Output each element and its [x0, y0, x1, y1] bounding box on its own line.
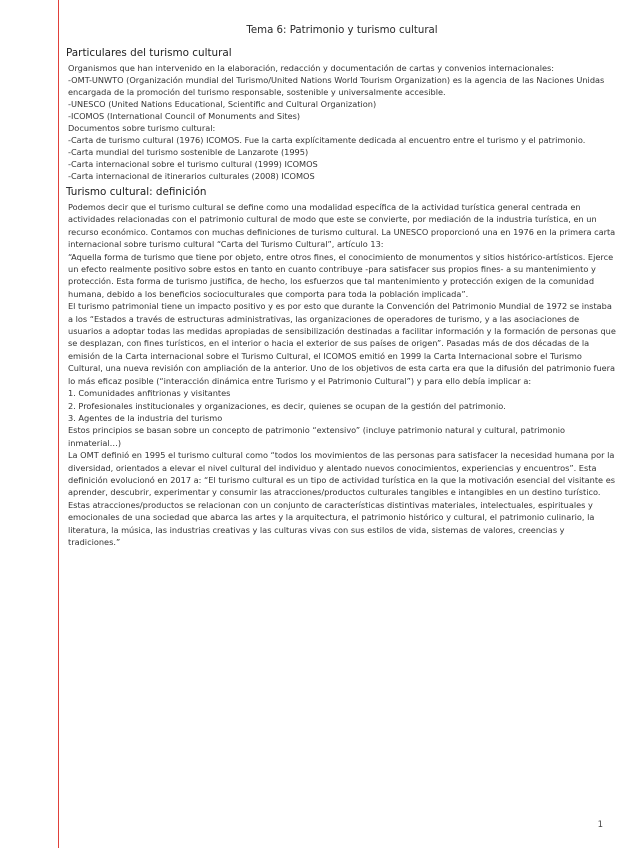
section-heading: Particulares del turismo cultural: [66, 47, 232, 59]
section-particulares: [68, 47, 616, 182]
paragraph: Podemos decir que el turismo cultural se define como una modalidad específica de la actividad turística general centrada en actividades relacionadas con el patrimonio cultural de modo que este se convierte, por mediación de la industria turística, en un recurso económico. Contamos con muchas definiciones de turismo cultural. La UNESCO proporcionó una en 1976 en la primera carta internacional sobre turismo cultural “Carta del Turismo Cultural”, artículo 13:: [68, 202, 616, 250]
document-page: [68, 25, 616, 548]
page-number: 1: [597, 820, 603, 830]
list-item: 1. Comunidades anfitrionas y visitantes: [68, 388, 231, 399]
quote-paragraph: “Aquella forma de turismo que tiene por objeto, entre otros fines, el conocimiento de monumentos y sitios histórico-artísticos. Ejerce un efecto realmente positivo sobre estos en tanto en cuanto contribuye -para satisfacer sus propios fines- a su mantenimiento y protección. Esta forma de turismo justifica, de hecho, los esfuerzos que tal mantenimiento y protección exigen de la comunidad humana, debido a los beneficios socioculturales que comporta para toda la población implicada”.: [68, 251, 614, 299]
list-item: 2. Profesionales institucionales y organizaciones, es decir, quienes se ocupan de la gestión del patrimonio.: [68, 400, 506, 411]
section-heading: Turismo cultural: definición: [66, 186, 207, 198]
margin-line: [58, 0, 59, 848]
list-item: -Carta internacional de itinerarios culturales (2008) ICOMOS: [68, 171, 315, 181]
list-item: -Carta mundial del turismo sostenible de Lanzarote (1995): [68, 147, 309, 157]
paragraph: Organismos que han intervenido en la elaboración, redacción y documentación de cartas y convenios internacionales:: [68, 63, 555, 73]
section-definicion: [68, 186, 616, 548]
paragraph: Documentos sobre turismo cultural:: [68, 123, 216, 133]
paragraph: Estos principios se basan sobre un concepto de patrimonio “extensivo” (incluye patrimonio natural y cultural, patrimonio inmaterial…): [68, 425, 566, 448]
list-item: 3. Agentes de la industria del turismo: [68, 412, 223, 423]
list-item: -OMT-UNWTO (Organización mundial del Turismo/United Nations World Tourism Organization) es la agencia de las Naciones Unidas encargada de la promoción del turismo responsable, sostenible y universalmente accesible.: [68, 75, 605, 97]
paragraph: La OMT definió en 1995 el turismo cultural como “todos los movimientos de las personas para satisfacer la necesidad humana por la diversidad, orientados a elevar el nivel cultural del individuo y alentado nuevos conocimientos, experiencias y encuentros”. Esta definición evolucionó en 2017 a: “El turismo cultural es un tipo de actividad turística en la que la motivación esencial del visitante es aprender, descubrir, experimentar y consumir las atracciones/productos culturales tangibles e intangibles en un destino turístico. Estas atracciones/productos se relacionan con un conjunto de características distintivas materiales, intelectuales, espirituales y emocionales de una sociedad que abarca las artes y la arquitectura, el patrimonio histórico y cultural, el patrimonio culinario, la literatura, la música, las industrias creativas y las culturas vivas con sus estilos de vida, sistemas de valores, creencias y tradiciones.”: [68, 450, 615, 547]
list-item: -ICOMOS (International Council of Monuments and Sites): [68, 111, 301, 121]
list-item: -Carta internacional sobre el turismo cultural (1999) ICOMOS: [68, 159, 318, 169]
list-item: -Carta de turismo cultural (1976) ICOMOS. Fue la carta explícitamente dedicada al encuentro entre el turismo y el patrimonio.: [68, 135, 586, 145]
list-item: -UNESCO (United Nations Educational, Scientific and Cultural Organization): [68, 99, 377, 109]
document-title: Tema 6: Patrimonio y turismo cultural: [246, 25, 438, 36]
paragraph: El turismo patrimonial tiene un impacto positivo y es por esto que durante la Convención del Patrimonio Mundial de 1972 se instaba a los “Estados a través de estructuras administrativas, las organizaciones de operadores de turismo, y a las asociaciones de usuarios a adoptar todas las medidas apropiadas de sensibilización destinadas a facilitar información y la formación de personas que se desplazan, con fines turísticos, en el interior o hacia el exterior de sus países de origen”. Pasadas más de dos décadas de la emisión de la Carta internacional sobre el Turismo Cultural, el ICOMOS emitió en 1999 la Carta Internacional sobre el Turismo Cultural, una nueva revisión con ampliación de la anterior. Uno de los objetivos de esta carta era que la difusión del patrimonio fuera lo más eficaz posible (“interacción dinámica entre Turismo y el Patrimonio Cultural”) y para ello debía implicar a:: [68, 301, 616, 386]
